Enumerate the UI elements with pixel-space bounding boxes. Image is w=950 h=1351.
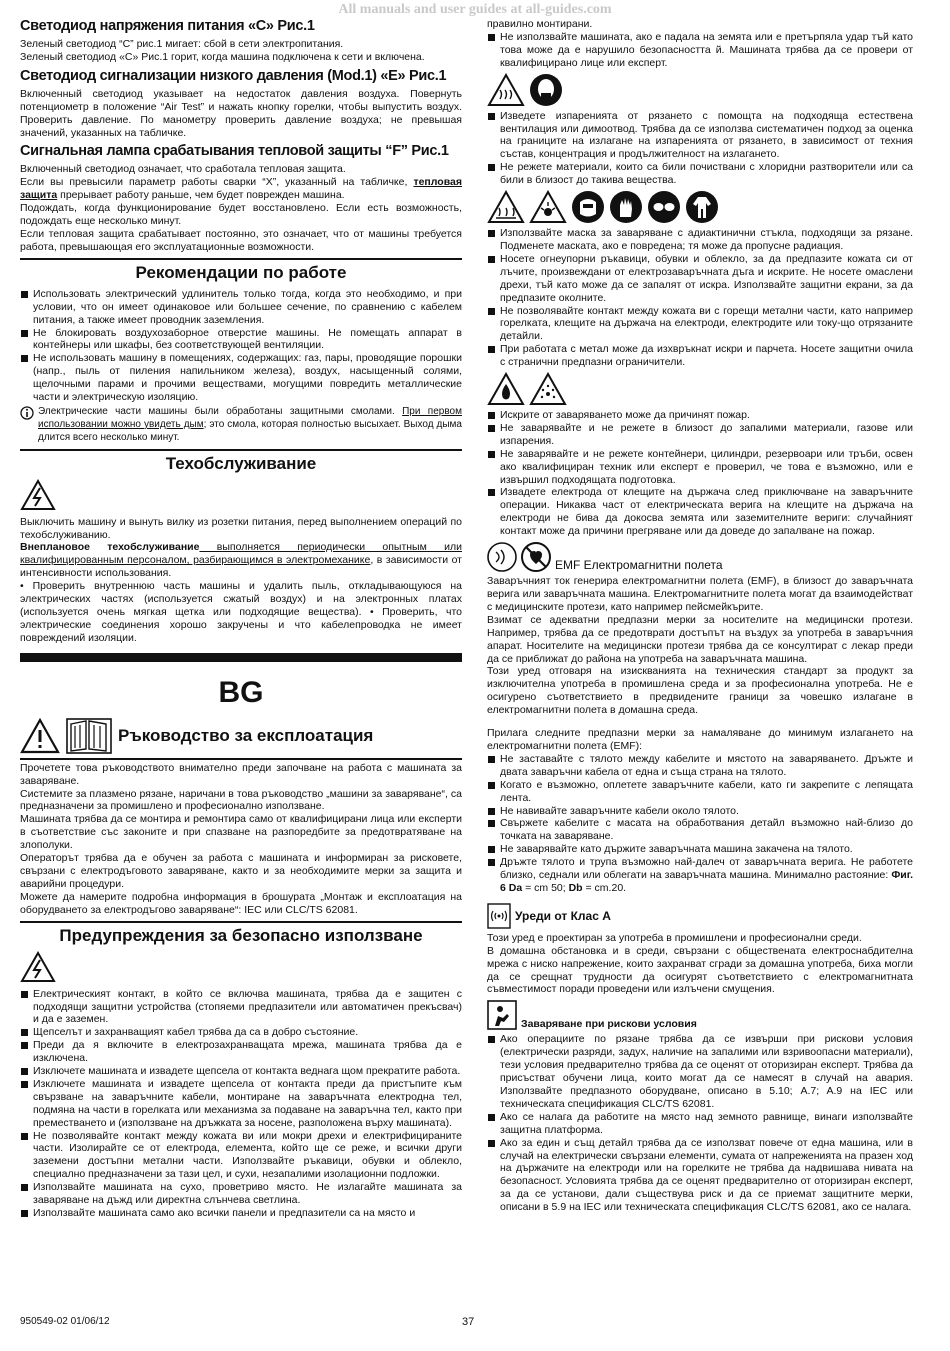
- list-item: Не использовать машину в помещениях, содержащих: газ, пары, проводящие порошки (напр., пыль от пиления напильником железа), воздух, насыщенный солями, щелочными парами и прочими веществами, могущими повредить металлические части и электрическую изоляцию.: [20, 352, 462, 404]
- section-divider: [20, 653, 462, 662]
- no-pacemaker-icon: [521, 542, 551, 572]
- list-item: Използвайте маска за заваряване с адиактинични стъкла, подходящи за рязане. Подменете маската, ако е повредена; тя може да пропусне радиация.: [487, 227, 913, 253]
- list-item: Не режете материали, които са били почиствани с хлоридни разтворители или са били в близост до такива вещества.: [487, 161, 913, 187]
- list-item: Ако се налага да работите на място над земното равнище, винаги използвайте защитна платформа.: [487, 1111, 913, 1137]
- list-item: Искрите от заваряването може да причинят пожар.: [487, 409, 913, 422]
- gloves-icon: [609, 190, 643, 224]
- class-a-emission-icon: [487, 903, 511, 929]
- list-item: Електрическият контакт, в който се включва машината, трябва да е защитен с подходящи защитни устройства (стопяеми предпазители или автоматичен прекъсвач) и да е заземен.: [20, 988, 462, 1027]
- left-column: [20, 14, 462, 1220]
- list-item: Не позволявайте контакт между кожата ви с горещи метални части, като например горелката, клещите на държача на електроди, електродите или току-що отрязаните детайли.: [487, 305, 913, 344]
- paragraph: Системите за плазмено рязане, наричани в това ръководство „машини за заваряване“, са предназначени за промишлено и професионално използване.: [20, 787, 462, 813]
- list-item: При работата с метал може да изхвръкнат искри и парчета. Носете защитни очила с странични предпазни ограничители.: [487, 343, 913, 369]
- manual-heading-row: [20, 718, 462, 754]
- radiation-hazard-icon: [529, 190, 567, 224]
- list-item: Не заварявайте и не режете контейнери, цилиндри, резервоари или тръби, освен ако квалифициран техник или експерт е проверил, че това е възможно, или е извършил подходящата подготовка.: [487, 448, 913, 487]
- language-code: BG: [218, 675, 264, 709]
- fumes-hazard-icon: [487, 73, 525, 107]
- emf-title: EMF Електромагнитни полета: [555, 558, 723, 573]
- electric-hazard-icon: [20, 479, 56, 511]
- fire-hazard-icon: [487, 372, 525, 406]
- list-item: Дръжте тялото и трупа възможно най-далеч от заваръчната верига. Не работете близко, седнали или облегати на заваръчната машина. Минимално растояние: Фиг. 6 Da = cm 50; Db = cm.20.: [487, 856, 913, 895]
- risk-heading-row: [487, 1000, 913, 1030]
- class-a-title: Уреди от Клас А: [515, 908, 611, 923]
- paragraph: Можете да намерите подробна информация в брошурата „Монтаж и експлоатация на оборудването за електродъгово заваряване“: IEC или CLC/TS 62081.: [20, 890, 462, 916]
- safety-list: [20, 988, 462, 1220]
- hazardous-conditions-icon: [487, 1000, 517, 1030]
- list-item: Извадете електрода от клещите на държача след приключване на заваръчните операции. Никаква част от електрическата верига на клещите на държача на електроди не бива да докосва земята или заземителните вериги: случайният контакт може да причини прегряване или да доведе до запалване на пожар.: [487, 486, 913, 538]
- read-manual-icon: [66, 718, 112, 754]
- list-item: Когато е възможно, оплетете заваръчните кабели, като ги закрепите с лепящата лента.: [487, 779, 913, 805]
- risk-title: Заваряване при рискови условия: [521, 1018, 697, 1031]
- info-note: Электрические части машины были обработаны защитными смолами. При первом использовании можно увидеть дым; это смола, которая полностью высыхает. Выход дыма длится всего несколько минут.: [20, 406, 462, 445]
- list-item: Не заставайте с тялото между кабелите и мястото на заваряването. Дръжте и двата заваръчни кабела от една и съща страна на тялото.: [487, 753, 913, 779]
- heading-thermal-protection: Сигнальная лампа срабатывания тепловой защиты “F” Рис.1: [20, 143, 449, 160]
- goggles-icon: [647, 190, 681, 224]
- paragraph: Прочетете това ръководството внимателно преди започване на работа с машината за заваряване.: [20, 758, 462, 788]
- list-item: Не заварявайте и не режете в близост до запалими материали, газове или изпарения.: [487, 422, 913, 448]
- heading-low-pressure-led: Светодиод сигнализации низкого давления (Mod.1) «E» Рис.1: [20, 67, 447, 84]
- heading-power-led: Светодиод напряжения питания «C» Рис.1: [20, 18, 315, 34]
- watermark: All manuals and user guides at all-guides.com: [338, 2, 612, 17]
- icon-row: [487, 372, 913, 406]
- list-item: Изведете изпаренията от рязането с помощта на подходяща естествена вентилация или димоотвод. Трябва да се използва систематичен подход за оценка на границите на излагане на изпаренията от рязането, в зависимост от техния състав, концентрация и продължителност на излагането.: [487, 110, 913, 162]
- paragraph: В домашна обстановка и в среди, свързани с обществената електроснабдителна мрежа с ниско напрежение, които захранват сгради за домашна употреба, биха могли да се срещнат трудности да осигурят съответствието с електромагнитната съвместимост поради проведени или излъчени смущения.: [487, 944, 913, 996]
- list: [487, 110, 913, 187]
- list: [487, 31, 913, 70]
- paragraph: Если вы превысили параметр работы сварки “X”, указанный на табличке, тепловая защита прерывает работу раньше, чем будет поврежден машина.: [20, 176, 462, 202]
- explosion-hazard-icon: [529, 372, 567, 406]
- list-item: Изключете машината и извадете щепсела от контакта веднага щом прекратите работа.: [20, 1065, 462, 1078]
- paragraph: Прилага следните предпазни мерки за намаляване до минимум излагането на електромагнитни полета (EMF):: [487, 727, 913, 752]
- emf-heading-row: [487, 542, 913, 572]
- paragraph: Если тепловая защита срабатывает постоянно, это означает, что от машины требуется работа, превышающая его эксплуатационные возможности.: [20, 227, 462, 253]
- class-a-heading-row: [487, 903, 913, 929]
- emf-list: [487, 753, 913, 895]
- info-icon: [20, 406, 34, 420]
- right-column: [487, 18, 913, 1214]
- paragraph: Зеленый светодиод “С” рис.1 мигает: сбой в сети электропитания.: [20, 38, 344, 50]
- paragraph: Този уред е проектиран за употреба в промишлени и професионални среди.: [487, 931, 862, 944]
- protective-suit-icon: [685, 190, 719, 224]
- hot-surface-icon: [487, 190, 525, 224]
- list-item: Изключете машината и извадете щепсела от контакта преди да пристъпите към свързване на заваръчните кабели, монтиране на заваръчната електродна тел, подмяна на части в горелката или механизма за подаване на заваръчна тел, както при преместването и (използване на дръжката за носене, разположена върху машината).: [20, 1078, 462, 1130]
- list-item: Использовать электрический удлинитель только тогда, когда это необходимо, и при условии, что он имеет одинаковое или большее сечение, по сравнению с кабелем питания, а также имеет проводник заземления.: [20, 288, 462, 327]
- heading-maintenance: Техобслуживание: [20, 449, 462, 474]
- paragraph: Выключить машину и вынуть вилку из розетки питания, перед выполнением операций по техобслуживанию.: [20, 515, 462, 541]
- paragraph: Включенный светодиод указывает на недостаток давления воздуха. Повернуть потенциометр в положение “Air Test” и нажать кнопку горелки, чтобы выпустить воздух. Проверить давление. По манометру проверить давление воздуха; не превышая значений, указанных на табличке.: [20, 87, 462, 139]
- page-number: 37: [462, 1316, 475, 1328]
- paragraph: правилно монтирани.: [487, 18, 593, 30]
- list-item: Ако за един и същ детайл трябва да се използват повече от една машина, или в случай на електрически свързани елементи, сумата от напреженията на празен ход на държачите на електроди или на горелките не трябва да надвишава нивата на безопасност. Условията трябва да се оценят предварително от оторизиран експерт, за да се установи, дали съществува риск и да се приемат защитните мерки, описани в 5.9 на IEC или техническата спецификация CLC/TS 62081, ако се налага.: [487, 1137, 913, 1214]
- list-item: Преди да я включите в електрозахранващата мрежа, машината трябва да е изключена.: [20, 1039, 462, 1065]
- warning-icon: [20, 718, 60, 754]
- list-item: Не заварявайте като държите заваръчната машина закачена на тялото.: [487, 843, 913, 856]
- paragraph: Този уред отговаря на изискванията на техническия стандарт за продукт за изключителна употреба в промишлена среда и за професионална употреба. Не е осигурено съответствието в предвидените граници за човешко излагане в електромагнитни полета в домашна среда.: [487, 665, 913, 717]
- list-item: Щепселът и захранващият кабел трябва да са в добро състояние.: [20, 1026, 462, 1039]
- list: [487, 409, 913, 538]
- heading-safety-warnings: Предупреждения за безопасно използване: [20, 921, 462, 946]
- list-item: Ако операциите по рязане трябва да се извърши при рискови условия (електрически разряди, задух, наличие на запалими или взривоопасни материали), тези условия предварително трябва да се оценят от оторизиран експерт. Трябва да присъстват обучени лица, които могат да се намесят в случай на авария. Използвайте предпазното оборудване, описано в 5.10; A.7; A.9 на IEC или техническата спецификация CLC/TS 62081.: [487, 1033, 913, 1110]
- list-item: Носете огнеупорни ръкавици, обувки и облекло, за да предпазите кожата си от лъчите, произвеждани от електрозаваръчната дъга и искрите. Не носете омаслени дрехи, тъй като може да се запалят от искра. Използвайте защитни екрани, за да предпазите околните.: [487, 253, 913, 305]
- paragraph: Зеленый светодиод «C» Рис.1 горит, когда машина подключена к сети и включена.: [20, 50, 425, 63]
- paragraph: Операторът трябва да е обучен за работа с машината и информиран за рисковете, свързани с електродъговото заваряване, както и за необходимите мерки за защита и аварийни процедури.: [20, 852, 462, 890]
- heading-recommendations: Рекомендации по работе: [20, 258, 462, 283]
- electric-hazard-icon: [20, 951, 56, 983]
- list-item: Свържете кабелите с масата на обработвания детайл възможно най-близо до точката на заваряване.: [487, 817, 913, 843]
- welding-helmet-icon: [571, 190, 605, 224]
- paragraph: Подождать, когда функционирование будет восстановлено. Если есть возможность, подождать еще несколько минут.: [20, 202, 462, 228]
- list-item: Не използвайте машината, ако е падала на земята или е претърпяла удар тъй като това може да е нарушило безопасността й. Машината трябва да се провери от квалифицирано лице или експерт.: [487, 31, 913, 70]
- list-item: Използвайте машината на сухо, проветриво място. Не излагайте машината за заваряване на дъжд или директна слънчева светлина.: [20, 1181, 462, 1207]
- icon-row: [487, 190, 913, 224]
- recommendations-list: [20, 288, 462, 404]
- footer-code: 950549-02 01/06/12: [20, 1316, 110, 1327]
- list-item: Използвайте машината само ако всички панели и предпазители са на място и: [20, 1207, 462, 1220]
- respirator-mask-icon: [529, 73, 563, 107]
- heading-operating-manual: Ръководство за експлоатация: [118, 725, 374, 745]
- paragraph: Включенный светодиод означает, что сработала тепловая защита.: [20, 163, 346, 176]
- emf-hazard-icon: [487, 542, 517, 572]
- list-item: Не блокировать воздухозаборное отверстие машины. Не помещать аппарат в контейнеры или шкафы, без соответствующей вентиляции.: [20, 327, 462, 353]
- paragraph: Внеплановое техобслуживание выполняется периодически опытным или квалифицированным персоналом, разбирающимся в электромеханике, в зависимости от интенсивности использования.: [20, 541, 462, 580]
- list: [487, 227, 913, 369]
- icon-row: [487, 73, 913, 107]
- paragraph: Машината трябва да се монтира и ремонтира само от квалифицирани лица или експерти в съответствие със законите и при спазване на разпоредбите за предотвратяване на злополуки.: [20, 813, 462, 852]
- risk-list: [487, 1033, 913, 1214]
- list-item: Не навивайте заваръчните кабели около тялото.: [487, 805, 913, 818]
- paragraph: • Проверить внутреннюю часть машины и удалить пыль, откладывающуюся на электрических частях (используется сжатый воздух) и на электронных платах (используется очень мягкая щетка или подходящие вещества). • Проверить, что электрические соединения хорошо закручены и что кабелепроводка не имеет повреждений изоляции.: [20, 580, 462, 644]
- paragraph: Заваръчният ток генерира електромагнитни полета (EMF), в близост до заваръчната верига или заваръчната машина. Електромагнитните полета могат да взаимодействат с медицинските протези, като например пейсмейкърите.: [487, 575, 913, 613]
- list-item: Не позволявайте контакт между кожата ви или мокри дрехи и електрифицираните части. Изолирайте се от електрода, елемента, който ще се реже, и всички други заземени достъпни метални части. Използвайте ръкавици, обувки и облекло, специално предназначени за тази цел, и сухи, незапалими изолационни подложки.: [20, 1130, 462, 1182]
- paragraph: Взимат се адекватни предпазни мерки за носителите на медицински протези. Например, трябва да се предотврати достъпът на въздух за употреба в заваръчния апарат. Носителите на медицински протези трябва да се консултират с лекар преди да се приближат до района на употреба на заваръчната машина.: [487, 613, 913, 665]
